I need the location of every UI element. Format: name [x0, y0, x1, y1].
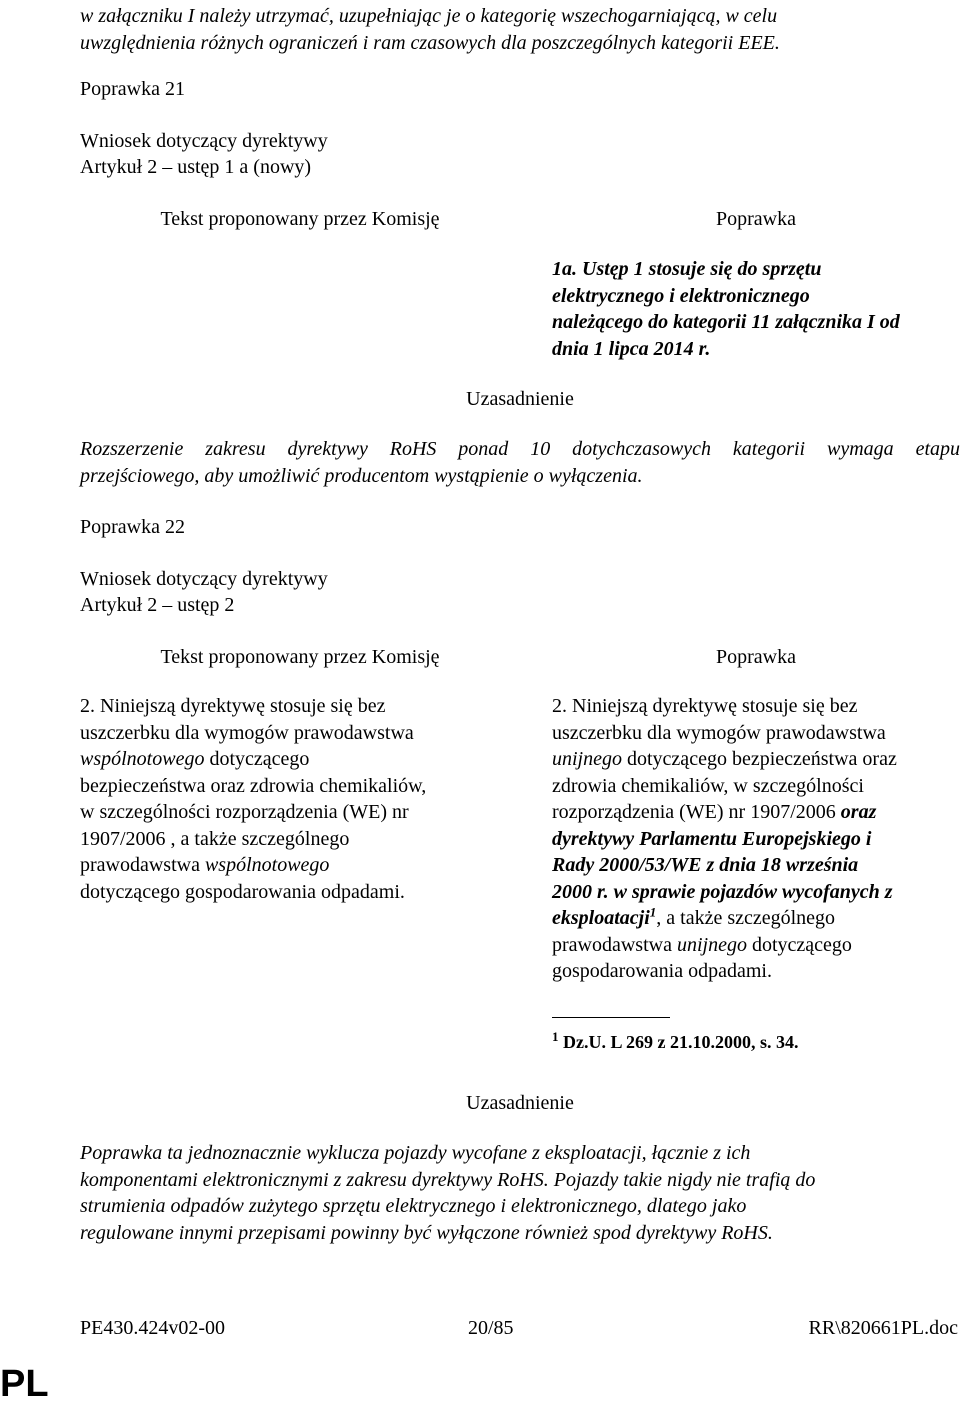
- footer-page-number: 20/85: [468, 1317, 514, 1339]
- text-span: dotyczącego bezpieczeństwa oraz: [622, 748, 897, 770]
- text-line: 2000 r. w sprawie pojazdów wycofanych z: [552, 880, 893, 903]
- text-line: 2. Niniejszą dyrektywę stosuje się bez: [552, 695, 858, 717]
- text-span: dotyczącego: [746, 933, 852, 956]
- italic-word: unijnego: [676, 933, 747, 956]
- amendment-21-title: Poprawka 21: [80, 78, 185, 100]
- amendment-21-col-left-title: Tekst proponowany przez Komisję: [160, 208, 440, 230]
- text-line: dyrektywy Parlamentu Europejskiego i: [552, 827, 872, 850]
- footer-file-ref: RR\820661PL.doc: [808, 1317, 958, 1339]
- text-line: gospodarowania odpadami.: [552, 960, 772, 982]
- text-line: dotyczącego gospodarowania odpadami.: [80, 880, 405, 903]
- text-line: [552, 746, 960, 773]
- amendment-21-right-text: [552, 256, 960, 362]
- text-line: 1907/2006 , a także szczególnego: [80, 827, 350, 850]
- amendment-22-title: Poprawka 22: [80, 516, 185, 538]
- language-code: PL: [0, 1363, 49, 1405]
- italic-word: unijnego: [552, 748, 622, 770]
- text-line: uszczerbku dla wymogów prawodawstwa: [80, 721, 414, 744]
- amendment-22-right-text: [552, 693, 960, 985]
- amendment-22-article: Artykuł 2 – ustęp 2: [80, 594, 235, 616]
- bold-italic-word: eksploatacji: [552, 907, 650, 929]
- intro-line: w załączniku I należy utrzymać, uzupełniając je o kategorię wszechogarniającą, w celu: [80, 5, 778, 27]
- footnote-mark: 1: [552, 1029, 559, 1044]
- justification-line: Poprawka ta jednoznacznie wyklucza pojazdy wycofane z eksploatacji, łącznie z ich: [80, 1142, 751, 1164]
- justification-line: przejściowego, aby umożliwić producentom wystąpienie o wyłączenia.: [80, 464, 643, 487]
- text-line: 1a. Ustęp 1 stosuje się do sprzętu: [552, 258, 822, 280]
- amendment-22-col-right-title: Poprawka: [716, 646, 796, 668]
- footnote-separator: [552, 1017, 670, 1018]
- amendment-22-proposal: Wniosek dotyczący dyrektywy: [80, 568, 328, 590]
- text-span: rozporządzenia (WE) nr 1907/2006: [552, 801, 841, 823]
- text-line: elektrycznego i elektronicznego: [552, 284, 810, 307]
- text-line: zdrowia chemikaliów, w szczególności: [552, 774, 864, 797]
- amendment-22-justification: [80, 1140, 960, 1246]
- justification-line: regulowane innymi przepisami powinny być wyłączone również spod dyrektywy RoHS.: [80, 1221, 773, 1244]
- intro-line: uwzględnienia różnych ograniczeń i ram czasowych dla poszczególnych kategorii EEE.: [80, 31, 780, 54]
- footnote-reference[interactable]: 1: [649, 904, 657, 920]
- text-line: [80, 746, 520, 773]
- text-line: [552, 932, 960, 959]
- text-span: prawodawstwa: [80, 854, 205, 876]
- amendment-21-justification: [80, 436, 960, 489]
- amendment-22-col-left-title: Tekst proponowany przez Komisję: [160, 646, 440, 668]
- text-line: należącego do kategorii 11 załącznika I od: [552, 311, 900, 333]
- text-line: [80, 852, 520, 879]
- text-line: bezpieczeństwa oraz zdrowia chemikaliów,: [80, 774, 427, 797]
- text-line: uszczerbku dla wymogów prawodawstwa: [552, 721, 886, 744]
- amendment-22-justification-title: Uzasadnienie: [466, 1092, 574, 1114]
- text-line: Rady 2000/53/WE z dnia 18 września: [552, 854, 859, 876]
- footnote-text: Dz.U. L 269 z 21.10.2000, s. 34.: [558, 1032, 799, 1052]
- text-line: [552, 905, 960, 932]
- text-line: w szczególności rozporządzenia (WE) nr: [80, 801, 409, 823]
- text-span: prawodawstwa: [552, 933, 677, 956]
- italic-word: wspólnotowego: [80, 748, 205, 770]
- text-span: , a także szczególnego: [656, 907, 836, 929]
- text-span: dotyczącego: [204, 748, 310, 770]
- amendment-22-left-text: [80, 693, 520, 905]
- text-line: 2. Niniejszą dyrektywę stosuje się bez: [80, 695, 386, 717]
- amendment-21-justification-title: Uzasadnienie: [466, 388, 574, 410]
- bold-italic-word: oraz: [840, 801, 877, 823]
- amendment-21-proposal: Wniosek dotyczący dyrektywy: [80, 130, 328, 152]
- italic-word: wspólnotowego: [204, 854, 330, 876]
- text-line: dnia 1 lipca 2014 r.: [552, 337, 711, 360]
- intro-paragraph: [80, 3, 930, 56]
- footnote: [552, 1030, 960, 1054]
- justification-line: Rozszerzenie zakresu dyrektywy RoHS ponad 10 dotychczasowych kategorii wymaga etapu: [80, 438, 960, 460]
- text-line: [552, 799, 960, 826]
- amendment-21-article: Artykuł 2 – ustęp 1 a (nowy): [80, 156, 312, 178]
- justification-line: komponentami elektronicznymi z zakresu dyrektywy RoHS. Pojazdy takie nigdy nie trafią do: [80, 1168, 816, 1191]
- footer-doc-ref: PE430.424v02-00: [80, 1317, 225, 1339]
- amendment-21-col-right-title: Poprawka: [716, 208, 796, 230]
- justification-line: strumienia odpadów zużytego sprzętu elektrycznego i elektronicznego, dlatego jako: [80, 1195, 747, 1217]
